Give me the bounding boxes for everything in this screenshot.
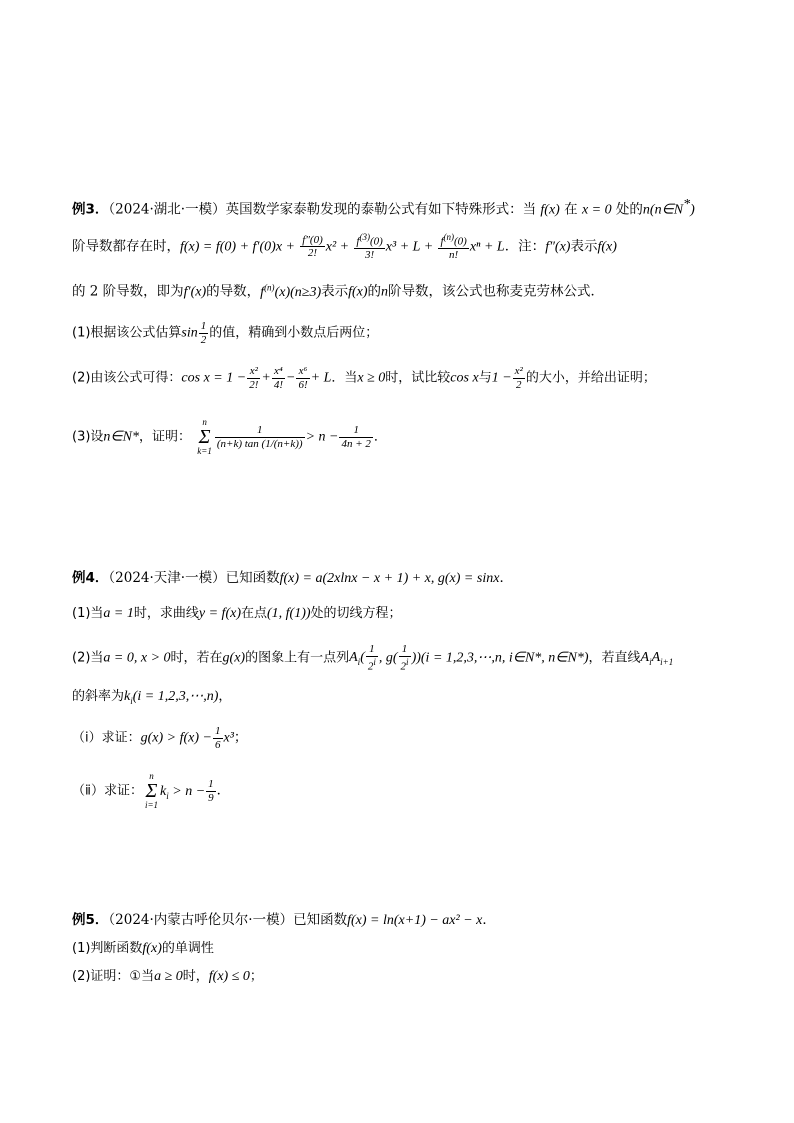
text: (2)当	[72, 650, 104, 666]
example5-q2: (2)证明：①当a ≥ 0时，f(x) ≤ 0；	[72, 969, 263, 984]
text: 的大小，并给出证明；	[525, 370, 656, 386]
fraction: $\frac{f^{(3)}(0)}{3!}$	[356, 232, 383, 262]
example4-slope: 的斜率为$k_i(i$ = 1,2,3,⋯,n)，	[72, 689, 232, 706]
example3-line2: 阶导数都存在时，f(x) = f(0) + f′(0)x + $\frac{f''(0)}{2!}$ x² + $\frac{f^{(3)}(0)}{3!}$ x³ + L + $\frac{f^{(n)}(0)}{n!}$ xⁿ + L．注：f″(x)表示f(x)	[72, 232, 617, 262]
text: ，若直线	[588, 650, 641, 666]
text: 处的切线方程；	[310, 606, 402, 621]
text: 的图象上有一点列	[245, 650, 350, 666]
fraction: $\frac{1}{4n + 2}$	[341, 423, 371, 450]
text: 阶导数都存在时，	[72, 238, 180, 255]
sum-symbol: n Σ k=1	[197, 417, 212, 456]
text: 表示	[321, 283, 349, 300]
text: ；	[249, 969, 263, 984]
function-definition: f(x) = a(2xlnx − x + 1) + x, g(x) = sinx	[279, 571, 500, 586]
text: 的值，精确到小数点后两位；	[209, 325, 379, 341]
text: 的斜率为	[72, 689, 125, 704]
text: 的单调性	[161, 941, 214, 956]
text: (2)由该公式可得：	[72, 370, 182, 386]
text: 在点	[240, 606, 267, 621]
example4-sub-ii: （ⅱ）求证：n Σ $i=1k_i > n$ − $\frac{1}{9}$ ．	[72, 771, 231, 810]
text: （ⅰ）求证：	[72, 730, 141, 746]
text: ，	[218, 689, 232, 704]
text: ．注：	[504, 238, 546, 255]
example5-source: （2024·内蒙古呼伦贝尔·一模）	[108, 912, 294, 928]
example4-label: 例4．	[72, 570, 109, 586]
example5-label: 例5．	[72, 912, 109, 928]
text: 与	[478, 370, 492, 386]
example3-line3: 的 2 阶导数，即为f′(x)的导数，$f^{(n)}(x)(n\ge 3)$表示f(x)的n阶导数，该公式也称麦克劳林公式．	[72, 282, 605, 300]
fraction: $\frac{1}{9}$	[208, 777, 214, 804]
text: 阶导数，该公式也称麦克劳林公式．	[388, 283, 605, 300]
text: 的	[367, 283, 382, 300]
text: 时，试比较	[385, 370, 451, 386]
example5-line1: 例5．（2024·内蒙古呼伦贝尔·一模）已知函数f(x) = ln(x+1) − ax² − x．	[72, 912, 496, 928]
fraction: $\frac{\text{x²}}{2!}$	[249, 365, 259, 391]
math: f(x)	[540, 202, 560, 218]
example4-sub-i: （ⅰ）求证：g(x) > f(x) − $\frac{1}{6}$ x³；	[72, 725, 248, 751]
fraction: $\frac{1}{(n+k) \tan (1/(n+k))}$	[216, 423, 303, 450]
example4-source: （2024·天津·一模）	[108, 570, 226, 586]
fraction: $\frac{\text{x⁴}}{4!}$	[273, 365, 283, 391]
text: (1)根据该公式估算	[72, 325, 182, 341]
text: (2)证明：①当	[72, 969, 155, 984]
text: 已知函数	[225, 570, 280, 586]
fraction: $\frac{f''(0)}{2!}$	[302, 233, 323, 260]
taylor-formula: f(x) = f(0) + f′(0)x +	[180, 239, 295, 255]
text: 时，	[182, 969, 209, 984]
text: 在	[564, 201, 578, 218]
example3-text: 英国数学家泰勒发现的泰勒公式有如下特殊形式：当	[225, 201, 537, 218]
text: (1)判断函数	[72, 941, 143, 956]
fraction: $\frac{\text{x⁶}}{6!}$	[298, 365, 308, 391]
example3-q1: (1)根据该公式估算sin $\frac{1}{2}$ 的值，精确到小数点后两位；	[72, 320, 379, 346]
example3-q3: (3)设n∈N*，证明： n Σ k=1 $\frac{1}{(n+k) \tan (1/(n+k))}$ > n − $\frac{1}{4n + 2}$ ．	[72, 417, 387, 456]
function-definition: f(x) = ln(x+1) − ax² − x	[347, 913, 483, 928]
fraction: $\frac{f^{(n)}(0)}{n!}$	[440, 232, 467, 262]
fraction: $\frac{1}{2}$	[200, 320, 207, 346]
example3-q2: (2)由该公式可得：cos x = 1 − $\frac{\text{x²}}{2!}$ + $\frac{\text{x⁴}}{4!}$ − $\frac{\text{x⁶}}{6!}$ + L．当x ≥ 0时，试比较cos x与1 − $\frac{\text{x²}}{2}$ 的大小，并给出证明；	[72, 365, 656, 391]
text: 已知函数	[293, 912, 348, 928]
text: 时，求曲线	[133, 606, 199, 621]
fraction: $\frac{1}{2^i}$	[367, 643, 376, 673]
text: (1)当	[72, 606, 104, 621]
example4-line1: 例4．（2024·天津·一模）已知函数f(x) = a(2xlnx − x + 1) + x, g(x) = sinx．	[72, 570, 513, 586]
example4-q1: (1)当a = 1时，求曲线y = f(x)在点(1, f(1))处的切线方程；	[72, 606, 402, 621]
text: （ⅱ）求证：	[72, 783, 143, 799]
text: ，证明：	[138, 429, 191, 445]
text: ．当	[331, 370, 358, 386]
text: ．	[373, 429, 387, 445]
example3-source: （2024·湖北·一模）	[108, 201, 226, 218]
text: 的导数，	[206, 283, 261, 300]
sum-symbol: n Σ i=1	[144, 771, 159, 810]
example3-line1: 例3．（2024·湖北·一模）英国数学家泰勒发现的泰勒公式有如下特殊形式：当 f(x) 在 x = 0 处的n(n∈N*)	[72, 197, 695, 218]
fraction: $\frac{1}{6}$	[215, 725, 221, 751]
text: 的 2 阶导数，即为	[72, 283, 184, 300]
example3-label: 例3．	[72, 201, 109, 218]
example5-q1: (1)判断函数f(x)的单调性	[72, 941, 214, 956]
fraction: $\frac{1}{2^i}$	[400, 643, 409, 673]
math: n(n∈N	[642, 202, 684, 218]
text: (3)设	[72, 429, 104, 445]
text: 表示	[570, 238, 598, 255]
text: 处的	[615, 201, 643, 218]
example4-q2: (2)当a = 0, x > 0时，若在g(x)的图象上有一点列$A_i$( $\frac{1}{2^i}$ , g( $\frac{1}{2^i}$ ))(i = 1,2,3,⋯,n, i∈N*, n∈N*)，若直线$A_iA_{i+1}$	[72, 643, 674, 673]
text: 时，若在	[170, 650, 223, 666]
fraction: $\frac{\text{x²}}{2}$	[514, 365, 523, 391]
math: x = 0	[581, 202, 612, 218]
